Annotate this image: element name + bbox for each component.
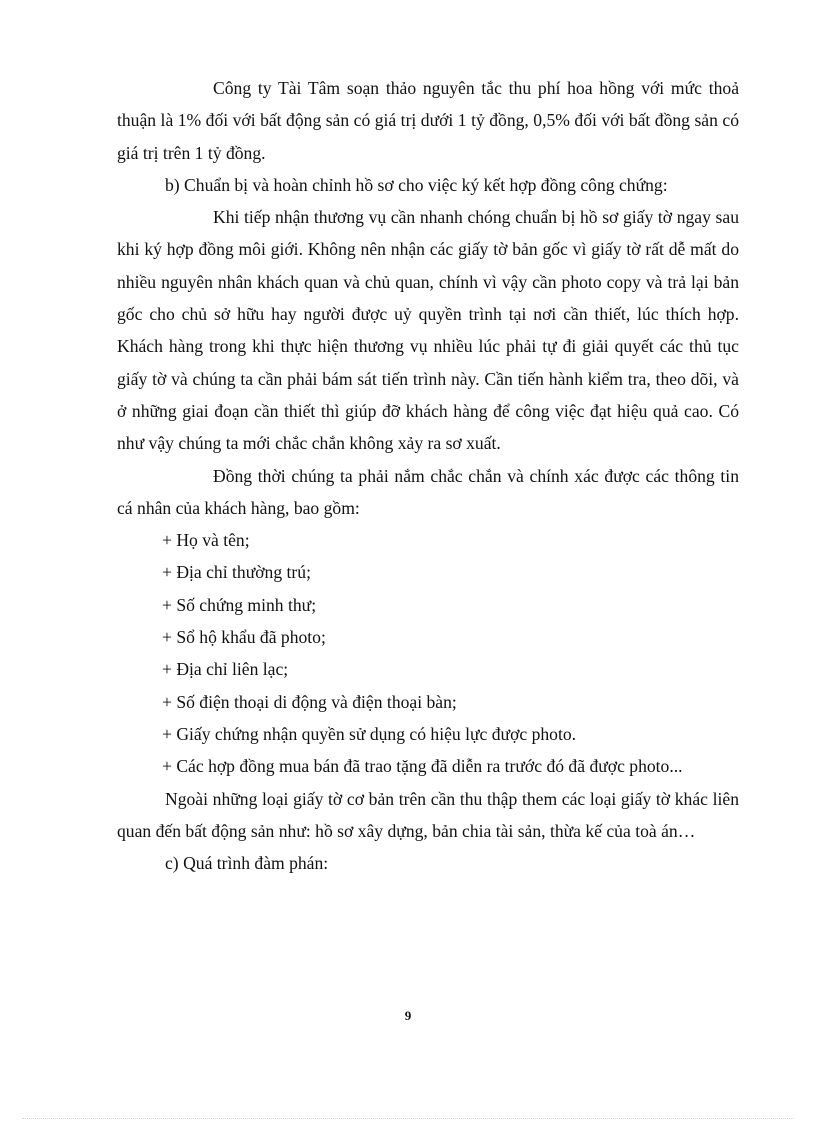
list-item: + Địa chỉ liên lạc;	[162, 659, 289, 680]
section-heading-c: c) Quá trình đàm phán:	[165, 853, 329, 874]
paragraph-documents: Khi tiếp nhận thương vụ cần nhanh chóng chuẩn bị hồ sơ giấy tờ ngay sau khi ký hợp đồng môi giới. Không nên nhận các giấy tờ bản gốc vì giấy tờ rất dễ mất do nhiều nguyên nhân khách quan và chủ quan, chính vì vậy cần photo copy và trả lại bản gốc cho chủ sở hữu hay người được uỷ quyền trình tại nơi cần thiết, lúc thích hợp. Khách hàng trong khi thực hiện thương vụ nhiều lúc phải tự đi giải quyết các thủ tục giấy tờ và chúng ta cần phải bám sát tiến trình này. Cần tiến hành kiểm tra, theo dõi, và ở những giai đoạn cần thiết thì giúp đỡ khách hàng để công việc đạt hiệu quả cao. Có như vậy chúng ta mới chắc chắn không xảy ra sơ xuất.	[117, 207, 739, 454]
page-bottom-divider	[22, 1118, 794, 1119]
list-item: + Giấy chứng nhận quyền sử dụng có hiệu lực được photo.	[162, 723, 577, 744]
list-item: + Các hợp đồng mua bán đã trao tặng đã diễn ra trước đó đã được photo...	[162, 756, 683, 777]
list-item: + Họ và tên;	[162, 530, 250, 551]
list-item: + Địa chỉ thường trú;	[162, 562, 311, 583]
list-item: + Sổ hộ khẩu đã photo;	[162, 627, 326, 648]
section-heading-b: b) Chuẩn bị và hoàn chỉnh hồ sơ cho việc ký kết hợp đồng công chứng:	[165, 174, 668, 195]
paragraph-client-info: Đồng thời chúng ta phải nắm chắc chắn và chính xác được các thông tin cá nhân của khách hàng, bao gồm:	[117, 465, 739, 518]
page-body	[117, 72, 739, 879]
client-info-list	[117, 524, 739, 782]
list-item: + Số điện thoại di động và điện thoại bàn;	[162, 691, 457, 712]
paragraph-other-documents: Ngoài những loại giấy tờ cơ bản trên cần thu thập them các loại giấy tờ khác liên quan đến bất động sản như: hồ sơ xây dựng, bản chia tài sản, thừa kế của toà án…	[117, 788, 739, 841]
list-item: + Số chứng minh thư;	[162, 594, 317, 615]
page-number: 9	[404, 1008, 412, 1023]
paragraph-commission: Công ty Tài Tâm soạn thảo nguyên tắc thu phí hoa hồng với mức thoả thuận là 1% đối với bất động sản có giá trị dưới 1 tỷ đồng, 0,5% đối với bất đồng sản có giá trị trên 1 tỷ đồng.	[117, 78, 739, 163]
